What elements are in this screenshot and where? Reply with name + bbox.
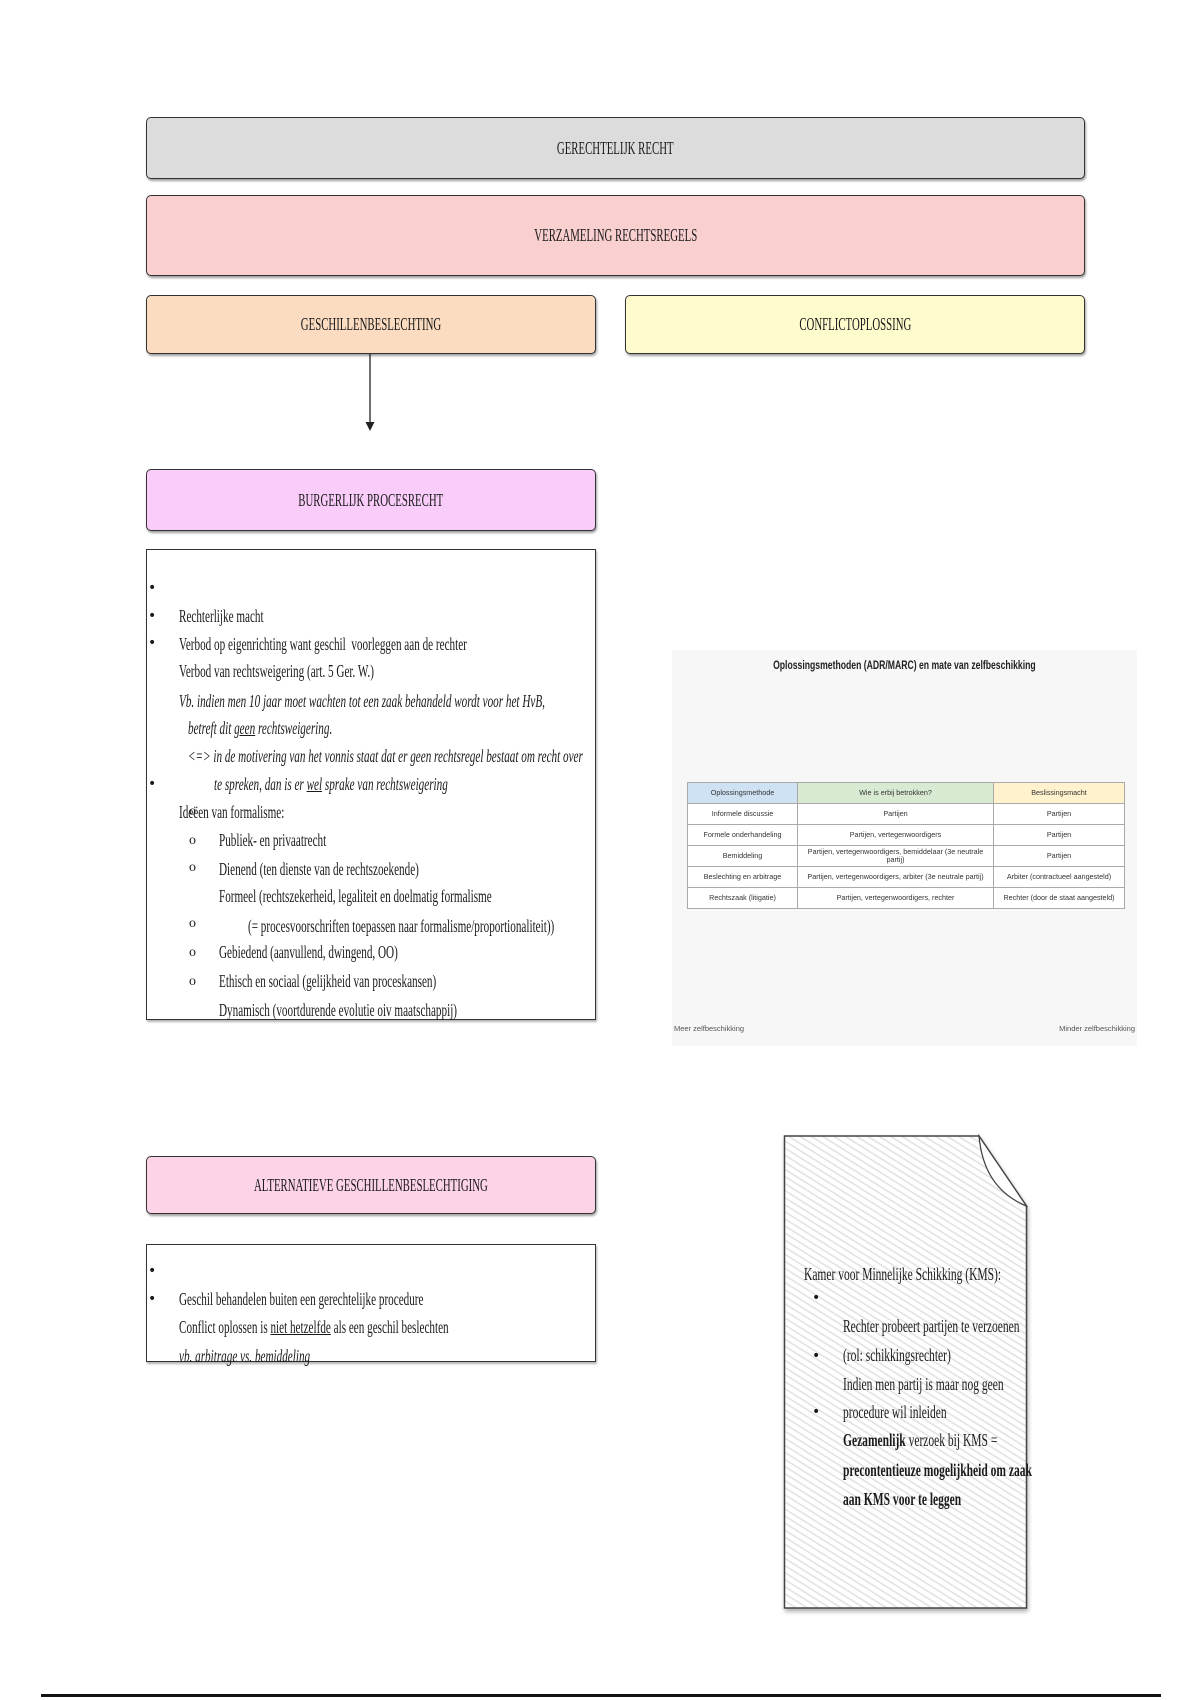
down-arrow-icon xyxy=(362,354,378,434)
burgerlijk-procesrecht-title: BURGERLIJK PROCESRECHT xyxy=(298,489,444,510)
list-item-continuation xyxy=(827,1313,1011,1365)
list-item-continuation xyxy=(827,1428,1138,1480)
bullet-text: als een geschil beslechten xyxy=(330,1317,449,1337)
sub-bullet-text: Dynamisch (voortdurende evolutie oiv maatschappij) xyxy=(219,1000,458,1020)
underlined-phrase: niet hetzelfde xyxy=(270,1317,331,1337)
table-cell: Partijen, vertegenwoordigers, rechter xyxy=(798,888,994,909)
adr-table-figure xyxy=(672,650,1137,1046)
contrast-text: sprake van rechtsweigering xyxy=(322,774,448,794)
list-item xyxy=(163,602,643,654)
list-item xyxy=(163,1285,614,1337)
formeel-detail-text: (= procesvoorschriften toepassen naar formalisme/proportionaliteit)) xyxy=(248,916,555,936)
example-text: betreft dit xyxy=(188,718,235,738)
gerechtelijk-recht-box xyxy=(146,117,1085,179)
example-line xyxy=(163,1314,390,1366)
table-row xyxy=(688,888,1125,909)
example-text: Vb. indien men 10 jaar moet wachten tot een zaak behandeld wordt voor het HvB, xyxy=(179,691,545,711)
sub-list-item xyxy=(203,827,541,879)
table-cell: Partijen, vertegenwoordigers, bemiddelaar (3e neutrale partij) xyxy=(798,846,994,867)
table-cell: Rechtszaak (litigatie) xyxy=(688,888,798,909)
table-row xyxy=(688,804,1125,825)
sub-list-item xyxy=(203,939,569,991)
contrast-line xyxy=(198,742,591,794)
conflictoplossing-box xyxy=(625,295,1085,354)
sub-bullet-text: Gebiedend (aanvullend, dwingend, OO) xyxy=(219,942,398,962)
list-item xyxy=(827,1342,1094,1394)
contrast-text: te spreken, dan is er xyxy=(214,774,307,794)
burgerlijk-procesrecht-box xyxy=(146,469,596,531)
table-cell: Partijen xyxy=(994,825,1125,846)
alternatieve-geschillenbeslechtiging-title: ALTERNATIEVE GESCHILLENBESLECHTIGING xyxy=(254,1174,488,1195)
bullet-text: Conflict oplossen is xyxy=(179,1317,271,1337)
sub-bullet-text: Publiek- en privaatrecht xyxy=(219,830,327,850)
list-item xyxy=(163,770,349,822)
table-cell: Beslechting en arbitrage xyxy=(688,867,798,888)
kms-title-line xyxy=(788,1232,1112,1284)
table-cell: Partijen xyxy=(994,846,1125,867)
geschillenbeslechting-title: GESCHILLENBESLECHTING xyxy=(300,314,442,334)
bullet-text: Rechter probeert partijen te verzoenen xyxy=(843,1316,1020,1336)
table-row xyxy=(688,846,1125,867)
list-item xyxy=(163,629,493,681)
table-cell: Bemiddeling xyxy=(688,846,798,867)
sub-list-item xyxy=(203,798,392,850)
table-cell: Partijen xyxy=(994,804,1125,825)
adr-title-row xyxy=(672,656,1137,674)
table-cell: Rechter (door de staat aangesteld) xyxy=(994,888,1125,909)
list-item xyxy=(163,1257,573,1309)
list-item-continuation xyxy=(827,1457,1028,1509)
table-cell: Arbiter (contractueel aangesteld) xyxy=(994,867,1125,888)
geschillenbeslechting-box xyxy=(146,295,596,354)
adr-table xyxy=(687,782,1125,909)
kms-title: Kamer voor Minnelijke Schikking (KMS): xyxy=(804,1264,1002,1284)
table-header-row xyxy=(688,783,1125,804)
table-cell: Informele discussie xyxy=(688,804,798,825)
bullet-text: procedure wil inleiden xyxy=(843,1402,947,1422)
list-item-continuation xyxy=(827,1370,1005,1422)
sub-bullet-text: Ethisch en sociaal (gelijkheid van proceskansen) xyxy=(219,971,437,991)
list-item xyxy=(827,1284,1119,1336)
table-header-cell: Beslissingsmacht xyxy=(994,783,1125,804)
conflictoplossing-title: CONFLICTOPLOSSING xyxy=(798,314,912,334)
table-header-cell: Wie is erbij betrokken? xyxy=(798,783,994,804)
bullet-text: Ideëen van formalisme: xyxy=(179,802,285,822)
bold-text: precontentieuze mogelijkheid om zaak xyxy=(843,1460,1032,1480)
page-bottom-rule xyxy=(41,1694,1161,1697)
sub-list-item xyxy=(203,968,603,1020)
verzameling-rechtsregels-title: VERZAMELING RECHTSREGELS xyxy=(534,225,697,245)
list-item xyxy=(827,1398,1084,1450)
table-cell: Partijen, vertegenwoordigers xyxy=(798,825,994,846)
table-row xyxy=(688,867,1125,888)
bullet-text: (rol: schikkingsrechter) xyxy=(843,1345,951,1365)
more-self-determination-label: Meer zelfbeschikking xyxy=(674,1024,745,1033)
bullet-text: Rechterlijke macht xyxy=(179,606,264,626)
kms-note xyxy=(783,1134,1032,1610)
procesrecht-notes xyxy=(146,549,596,1020)
list-item xyxy=(163,574,315,626)
bold-lead: Gezamenlijk xyxy=(843,1430,906,1450)
bold-text: aan KMS voor te leggen xyxy=(843,1489,962,1509)
bullet-text: verzoek bij KMS = xyxy=(905,1430,998,1450)
sub-bullet-text: Formeel (rechtszekerheid, legaliteit en doelmatig formalisme xyxy=(219,886,492,906)
table-cell: Partijen, vertegenwoordigers, arbiter (3e neutrale partij) xyxy=(798,867,994,888)
alternatieve-geschillenbeslechtiging-box xyxy=(146,1156,596,1214)
sub-bullet-text: Dienend (ten dienste van de rechtszoekende) xyxy=(219,859,419,879)
table-cell: Formele onderhandeling xyxy=(688,825,798,846)
table-header-cell: Oplossingsmethode xyxy=(688,783,798,804)
table-row xyxy=(688,825,1125,846)
adr-title: Oplossingsmethoden (ADR/MARC) en mate van zelfbeschikking xyxy=(773,658,1036,672)
bullet-text: Verbod van rechtsweigering (art. 5 Ger. W.) xyxy=(179,661,374,681)
example-text: rechtsweigering. xyxy=(255,718,333,738)
gerechtelijk-recht-title: GERECHTELIJK RECHT xyxy=(557,137,674,158)
example-text: vb. arbitrage vs. bemiddeling xyxy=(179,1346,311,1366)
formeel-detail-line xyxy=(232,884,742,936)
alternatief-notes xyxy=(146,1244,596,1366)
underlined-word: wel xyxy=(306,774,323,794)
table-cell: Partijen xyxy=(798,804,994,825)
bullet-text: Indien men partij is maar nog geen xyxy=(843,1374,1004,1394)
verzameling-rechtsregels-box xyxy=(146,195,1085,276)
less-self-determination-label: Minder zelfbeschikking xyxy=(1059,1024,1135,1033)
bullet-text: Verbod op eigenrichting want geschil voorleggen aan de rechter xyxy=(179,634,467,654)
underlined-word: geen xyxy=(234,718,256,738)
sub-list-item xyxy=(203,910,507,962)
example-line xyxy=(172,686,421,738)
sub-list-item xyxy=(203,854,659,906)
bullet-text: Geschil behandelen buiten een gerechtelijke procedure xyxy=(179,1289,424,1309)
contrast-text: <=> in de motivering van het vonnis staat dat er geen rechtsregel bestaat om recht over xyxy=(188,746,583,766)
